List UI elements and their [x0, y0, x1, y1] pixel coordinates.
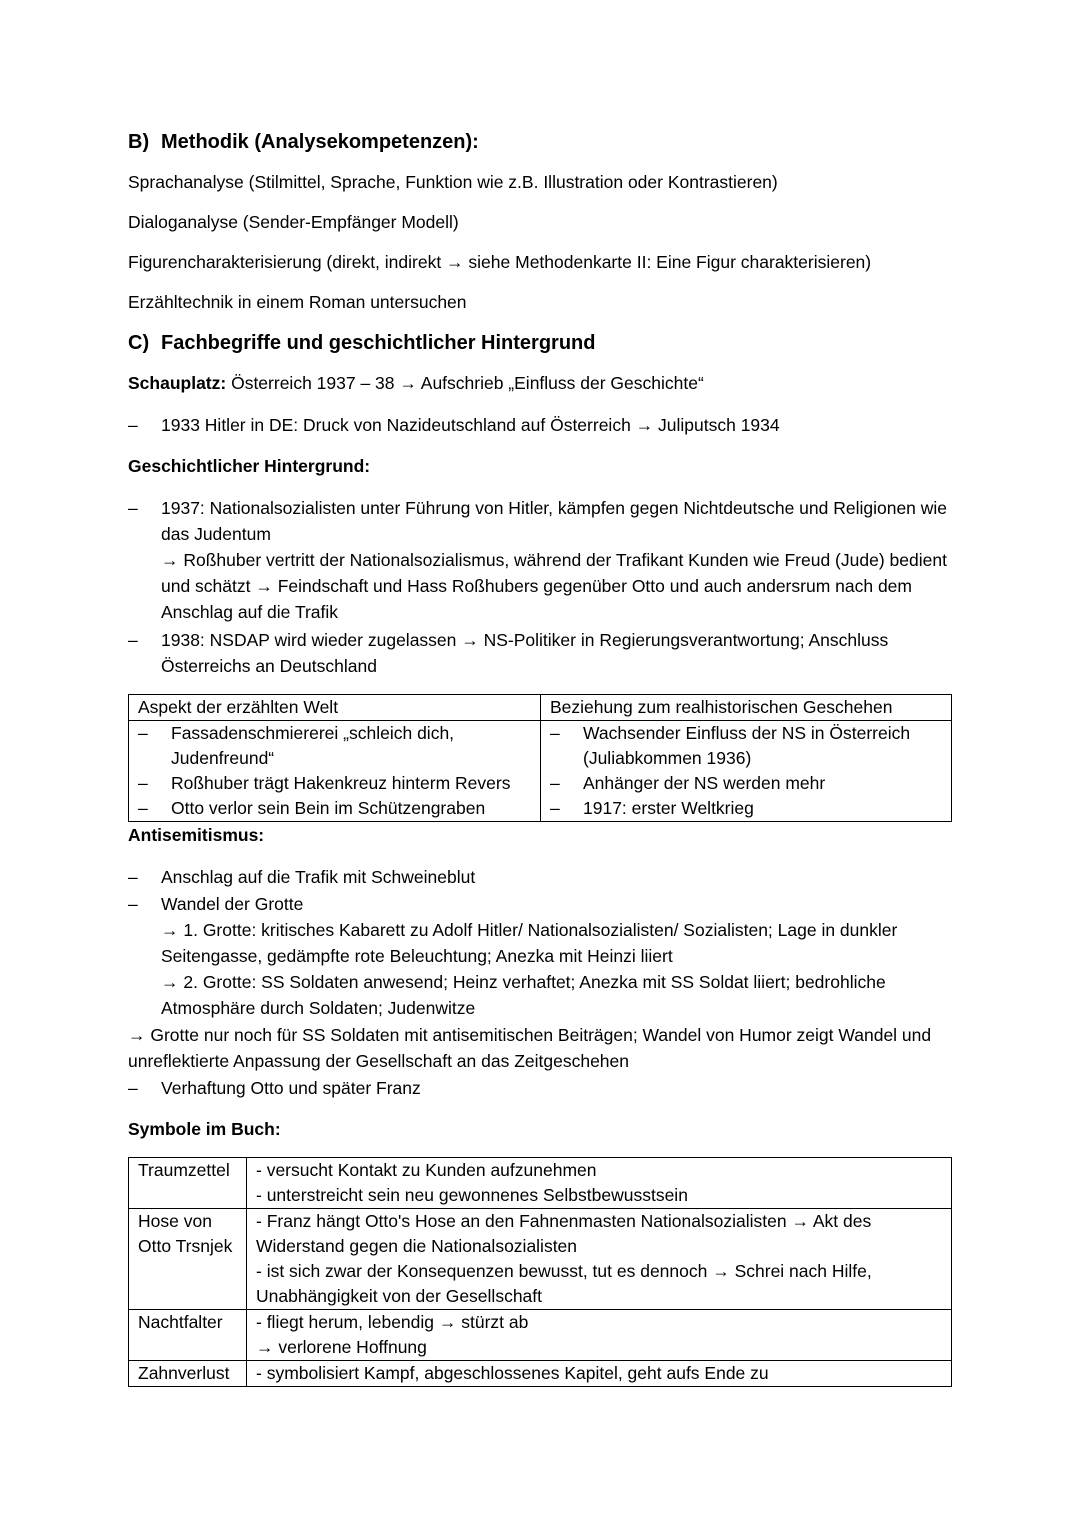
schauplatz-line [128, 370, 952, 396]
symbol-key-hose: Hose von Otto Trsnjek [129, 1209, 247, 1310]
symbole-heading: Symbole im Buch: [128, 1119, 281, 1139]
symbol-key-zahnverlust: Zahnverlust [129, 1361, 247, 1387]
section-b-title: Methodik (Analysekompetenzen): [161, 131, 479, 153]
symbol-desc-traumzettel [247, 1158, 952, 1209]
document-content [128, 128, 952, 1387]
symbol-key-nachtfalter: Nachtfalter [129, 1310, 247, 1361]
symbol-desc-line: - versucht Kontakt zu Kunden aufzunehmen [256, 1160, 597, 1180]
aspect-right-item-3: – 1917: erster Weltkrieg [550, 796, 942, 821]
schauplatz-text: Österreich 1937 – 38 → Aufschrieb „Einfluss der Geschichte“ [226, 373, 704, 393]
aspect-table [128, 694, 952, 822]
antisemitismus-item-verhaftung: – Verhaftung Otto und später Franz [128, 1075, 952, 1101]
aspect-left-item-2: – Roßhuber trägt Hakenkreuz hinterm Revers [138, 771, 531, 796]
aspect-header-left: Aspekt der erzählten Welt [129, 695, 541, 721]
aspect-left-item-1: – Fassadenschmiererei „schleich dich, Judenfreund“ [138, 721, 531, 771]
aspect-right-cell [541, 721, 952, 822]
hintergrund-item-1938: – 1938: NSDAP wird wieder zugelassen → NS-Politiker in Regierungsverantwortung; Anschluss Österreichs an Deutschland [128, 627, 952, 679]
symbol-key-traumzettel: Traumzettel [129, 1158, 247, 1209]
antisemitismus-item-anschlag: – Anschlag auf die Trafik mit Schweineblut [128, 864, 952, 890]
symbol-row-nachtfalter [129, 1310, 952, 1361]
hintergrund-1937-consequence: → Roßhuber vertritt der Nationalsozialismus, während der Trafikant Kunden wie Freud (Jude) bedient und schätzt → Feindschaft und Hass Roßhubers gegenüber Otto und auch andersrum nach dem Anschlag auf die Trafik [161, 550, 947, 622]
hintergrund-1937-text: 1937: Nationalsozialisten unter Führung von Hitler, kämpfen gegen Nichtdeutsche und Religionen wie das Judentum [161, 498, 948, 544]
symbole-table [128, 1157, 952, 1387]
symbol-desc-nachtfalter [247, 1310, 952, 1361]
aspect-left-item-3: – Otto verlor sein Bein im Schützengraben [138, 796, 531, 821]
symbol-desc-line: - symbolisiert Kampf, abgeschlossenes Kapitel, geht aufs Ende zu [256, 1363, 769, 1383]
method-line-4: Erzähltechnik in einem Roman untersuchen [128, 292, 467, 312]
symbol-desc-line: - unterstreicht sein neu gewonnenes Selbstbewusstsein [256, 1185, 688, 1205]
method-line-2: Dialoganalyse (Sender-Empfänger Modell) [128, 212, 459, 232]
symbol-desc-line: → verlorene Hoffnung [256, 1337, 427, 1357]
grotte-title: – Wandel der Grotte [161, 894, 304, 914]
symbol-desc-zahnverlust [247, 1361, 952, 1387]
grotte-2: → 2. Grotte: SS Soldaten anwesend; Heinz verhaftet; Anezka mit SS Soldat liiert; bedrohliche Atmosphäre durch Soldaten; Judenwitze [161, 972, 886, 1018]
antisemitismus-item-grotte [128, 891, 952, 1021]
method-line-1: Sprachanalyse (Stilmittel, Sprache, Funktion wie z.B. Illustration oder Kontrastieren) [128, 172, 778, 192]
grotte-1: → 1. Grotte: kritisches Kabarett zu Adolf Hitler/ Nationalsozialisten/ Sozialisten; Lage in dunkler Seitengasse, gedämpfte rote Beleuchtung; Anezka mit Heinzi liiert [161, 920, 898, 966]
schauplatz-label: Schauplatz: [128, 373, 227, 393]
schauplatz-item: – 1933 Hitler in DE: Druck von Nazideutschland auf Österreich → Juliputsch 1934 [128, 412, 952, 438]
symbol-desc-line: - fliegt herum, lebendig → stürzt ab [256, 1312, 529, 1332]
section-c-title: Fachbegriffe und geschichtlicher Hintergrund [161, 332, 596, 354]
section-b-label: B) [128, 131, 150, 153]
symbol-row-zahnverlust [129, 1361, 952, 1387]
section-b-heading [128, 128, 952, 156]
hintergrund-heading: Geschichtlicher Hintergrund: [128, 456, 371, 476]
symbol-row-hose [129, 1209, 952, 1310]
section-c-heading [128, 329, 952, 357]
method-line-3: Figurencharakterisierung (direkt, indirekt → siehe Methodenkarte II: Eine Figur charakterisieren) [128, 252, 872, 272]
antisemitismus-heading: Antisemitismus: [128, 825, 265, 845]
symbol-desc-line: - Franz hängt Otto's Hose an den Fahnenmasten Nationalsozialisten → Akt des Widerstand gegen die Nationalsozialisten [256, 1211, 872, 1256]
aspect-table-row [129, 721, 952, 822]
aspect-table-header [129, 695, 952, 721]
symbol-row-traumzettel [129, 1158, 952, 1209]
grotte-conclusion: → Grotte nur noch für SS Soldaten mit antisemitischen Beiträgen; Wandel von Humor zeigt Wandel und unreflektierte Anpassung der Gesellschaft an das Zeitgeschehen [128, 1025, 932, 1071]
aspect-right-item-2: – Anhänger der NS werden mehr [550, 771, 942, 796]
aspect-left-cell [129, 721, 541, 822]
hintergrund-item-1937 [128, 495, 952, 625]
aspect-right-item-1: – Wachsender Einfluss der NS in Österreich (Juliabkommen 1936) [550, 721, 942, 771]
symbol-desc-hose [247, 1209, 952, 1310]
section-c-label: C) [128, 332, 150, 354]
symbol-desc-line: - ist sich zwar der Konsequenzen bewusst, tut es dennoch → Schrei nach Hilfe, Unabhängigkeit von der Gesellschaft [256, 1261, 872, 1306]
aspect-header-right: Beziehung zum realhistorischen Geschehen [541, 695, 952, 721]
